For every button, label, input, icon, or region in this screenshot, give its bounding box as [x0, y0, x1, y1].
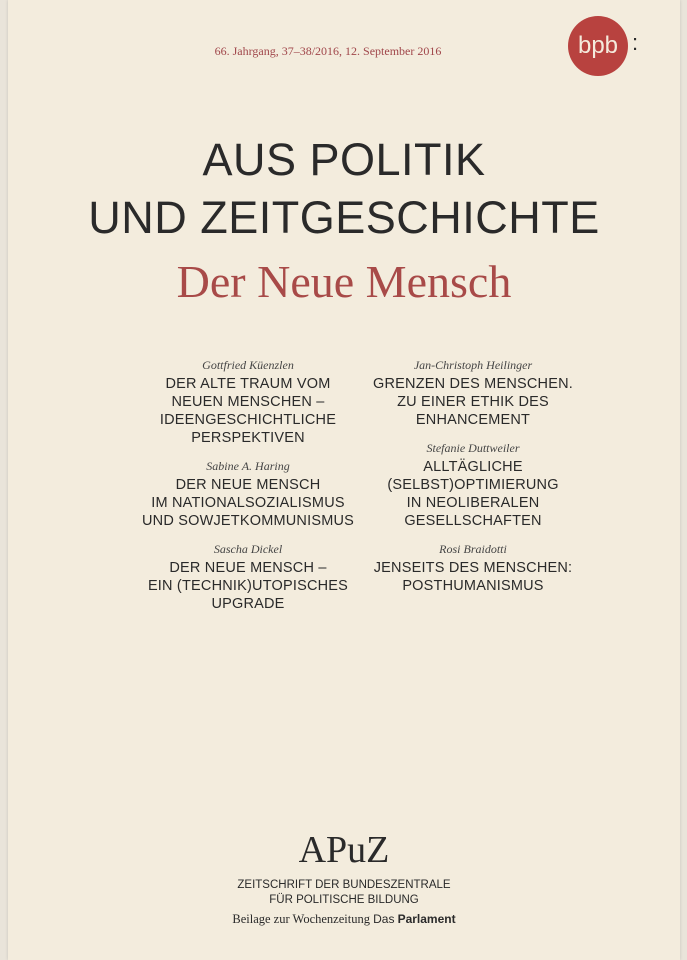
contents-left-column	[118, 358, 378, 625]
article-author: Jan-Christoph Heilinger	[413, 358, 533, 372]
contents-right-column	[343, 358, 603, 607]
bpb-logo: bpb	[568, 16, 628, 76]
magazine-cover	[8, 0, 680, 960]
supplement-text: Beilage zur Wochenzeitung	[232, 912, 370, 926]
supplement-line	[8, 912, 680, 927]
article-title-line: POSTHUMANISMUS	[402, 578, 544, 594]
issue-subtitle: Der Neue Mensch	[176, 256, 512, 307]
article-title-line: IM NATIONALSOZIALISMUS	[151, 495, 345, 511]
article-duttweiler	[343, 441, 603, 530]
article-title-line: IN NEOLIBERALEN	[406, 495, 540, 511]
article-author: Sascha Dickel	[213, 542, 283, 556]
article-title-line: UND SOWJETKOMMUNISMUS	[141, 513, 355, 529]
issue-line: 66. Jahrgang, 37–38/2016, 12. September 2016	[214, 44, 442, 58]
publisher-info	[8, 878, 680, 908]
article-haring	[118, 459, 378, 530]
article-title-line: GESELLSCHAFTEN	[404, 513, 542, 529]
article-title-line: GRENZEN DES MENSCHEN.	[373, 376, 573, 392]
article-heilinger	[343, 358, 603, 429]
article-author: Gottfried Küenzlen	[202, 358, 294, 372]
newspaper-name: Parlament	[397, 912, 456, 926]
article-braidotti	[343, 542, 603, 595]
article-title-line: JENSEITS DES MENSCHEN:	[373, 560, 573, 576]
article-title-line: PERSPEKTIVEN	[191, 430, 305, 446]
article-dickel	[118, 542, 378, 613]
newspaper-das: Das	[373, 912, 395, 926]
publisher-line: ZEITSCHRIFT DER BUNDESZENTRALE	[237, 879, 451, 891]
article-author: Sabine A. Haring	[206, 459, 290, 473]
article-kuenzlen	[118, 358, 378, 447]
article-title-line: NEUEN MENSCHEN –	[171, 394, 325, 410]
article-title-line: DER NEUE MENSCH –	[169, 560, 327, 576]
article-author: Stefanie Duttweiler	[426, 441, 520, 455]
article-title-line: UPGRADE	[211, 596, 285, 612]
article-title-line: ZU EINER ETHIK DES	[397, 394, 549, 410]
article-title-line: EIN (TECHNIK)UTOPISCHES	[147, 578, 349, 594]
bpb-logo-colon: :	[632, 30, 639, 55]
title-line-1: AUS POLITIK	[202, 134, 486, 185]
article-title-line: DER NEUE MENSCH	[175, 477, 321, 493]
title-line-2: UND ZEITGESCHICHTE	[88, 192, 600, 243]
article-title-line: (SELBST)OPTIMIERUNG	[387, 477, 559, 493]
publisher-line: FÜR POLITISCHE BILDUNG	[269, 894, 419, 906]
article-title-line: ENHANCEMENT	[415, 412, 531, 428]
article-title-line: IDEENGESCHICHTLICHE	[159, 412, 337, 428]
article-author: Rosi Braidotti	[439, 542, 507, 556]
article-title-line: ALLTÄGLICHE	[423, 459, 523, 475]
apuz-wordmark: APuZ	[298, 829, 390, 871]
article-title-line: DER ALTE TRAUM VOM	[165, 376, 331, 392]
